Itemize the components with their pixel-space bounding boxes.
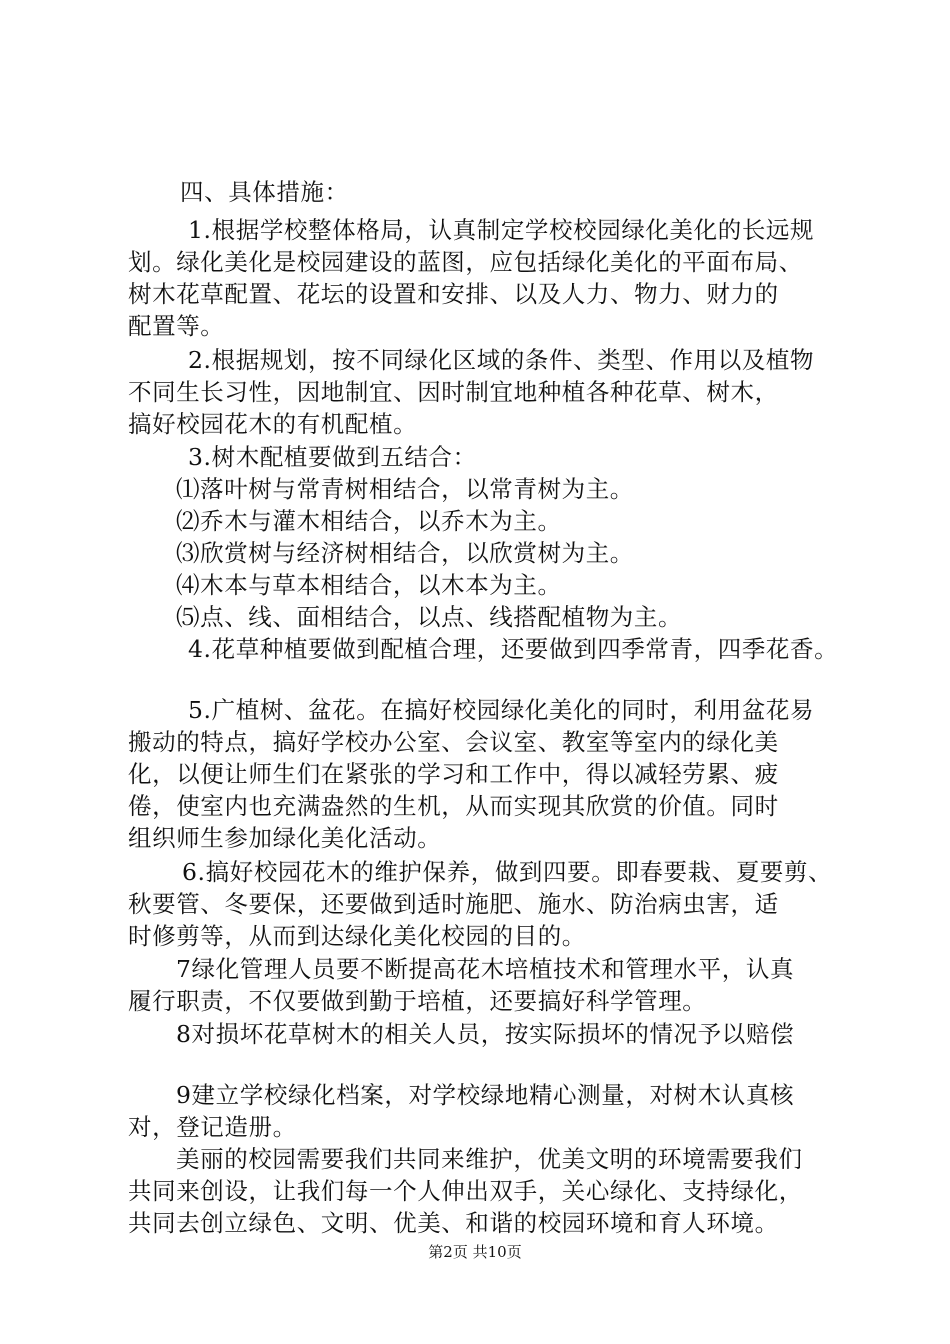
paragraph-line: 秋要管、冬要保，还要做到适时施肥、施水、防治病虫害，适 [128, 890, 779, 918]
paragraph-line: 倦，使室内也充满盎然的生机，从而实现其欣赏的价值。同时 [128, 792, 779, 820]
paragraph-line: 3.树木配植要做到五结合： [188, 443, 477, 471]
list-item: ⑴落叶树与常青树相结合，以常青树为主。 [176, 475, 634, 503]
paragraph-line: 1.根据学校整体格局，认真制定学校校园绿化美化的长远规 [188, 216, 815, 244]
paragraph-line: 9建立学校绿化档案，对学校绿地精心测量，对树木认真核 [176, 1081, 795, 1109]
paragraph-line: 8对损坏花草树木的相关人员，按实际损坏的情况予以赔偿 [176, 1020, 795, 1048]
list-item: ⑸点、线、面相结合，以点、线搭配植物为主。 [176, 603, 683, 631]
paragraph-line: 时修剪等，从而到达绿化美化校园的目的。 [128, 922, 586, 950]
paragraph-line: 化，以便让师生们在紧张的学习和工作中，得以减轻劳累、疲 [128, 760, 779, 788]
paragraph-line: 树木花草配置、花坛的设置和安排、以及人力、物力、财力的 [128, 280, 779, 308]
paragraph-line: 美丽的校园需要我们共同来维护，优美文明的环境需要我们 [176, 1145, 803, 1173]
section-heading: 四、具体措施： [180, 178, 349, 206]
paragraph-line: 搬动的特点，搞好学校办公室、会议室、教室等室内的绿化美 [128, 728, 779, 756]
page-number-footer: 第2页 共10页 [428, 1243, 522, 1261]
paragraph-line: 7绿化管理人员要不断提高花木培植技术和管理水平，认真 [176, 955, 795, 983]
paragraph-line: 4.花草种植要做到配植合理，还要做到四季常青，四季花香。 [188, 635, 839, 663]
paragraph-line: 配置等。 [128, 312, 225, 340]
paragraph-line: 搞好校园花木的有机配植。 [128, 410, 418, 438]
paragraph-line: 组织师生参加绿化美化活动。 [128, 824, 442, 852]
list-item: ⑵乔木与灌木相结合，以乔木为主。 [176, 507, 562, 535]
paragraph-line: 2.根据规划，按不同绿化区域的条件、类型、作用以及植物 [188, 346, 815, 374]
paragraph-line: 履行职责，不仅要做到勤于培植，还要搞好科学管理。 [128, 987, 707, 1015]
paragraph-line: 5.广植树、盆花。在搞好校园绿化美化的同时，利用盆花易 [188, 696, 815, 724]
paragraph-line: 共同去创立绿色、文明、优美、和谐的校园环境和育人环境。 [128, 1209, 779, 1237]
list-item: ⑶欣赏树与经济树相结合，以欣赏树为主。 [176, 539, 634, 567]
paragraph-line: 对，登记造册。 [128, 1113, 297, 1141]
paragraph-line: 划。绿化美化是校园建设的蓝图，应包括绿化美化的平面布局、 [128, 248, 803, 276]
paragraph-line: 6.搞好校园花木的维护保养，做到四要。即春要栽、夏要剪、 [182, 858, 833, 886]
list-item: ⑷木本与草本相结合，以木本为主。 [176, 571, 562, 599]
paragraph-line: 不同生长习性，因地制宜、因时制宜地种植各种花草、树木， [128, 378, 779, 406]
paragraph-line: 共同来创设，让我们每一个人伸出双手，关心绿化、支持绿化， [128, 1177, 803, 1205]
